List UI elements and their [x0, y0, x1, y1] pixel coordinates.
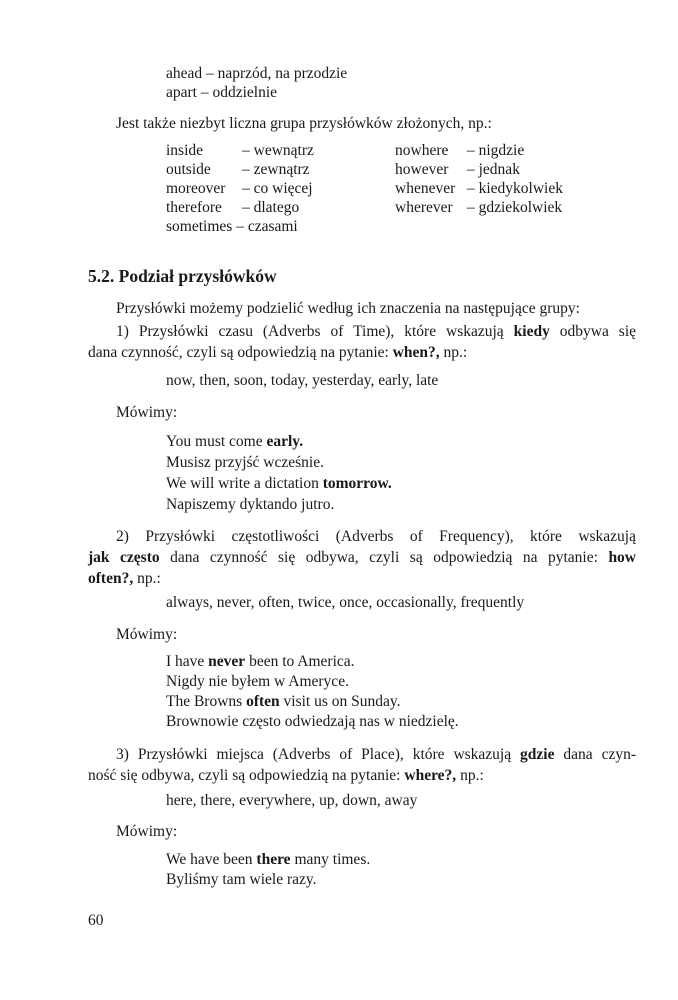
emphasis: often?, [88, 570, 134, 587]
group2-examples: always, never, often, twice, once, occasionally, frequently [166, 594, 525, 611]
mowimy-label: Mówimy: [116, 404, 178, 421]
list-item [166, 179, 314, 198]
term: nowhere [395, 142, 449, 159]
translation: – co więcej [242, 180, 313, 197]
compound-list-left [166, 141, 314, 236]
emphasis: kiedy [513, 323, 550, 340]
example-sentence [166, 432, 392, 453]
term: moreover [166, 180, 226, 197]
translation: – zewnątrz [242, 161, 310, 178]
section-title: Podział przysłówków [118, 266, 277, 286]
term: whenever [395, 180, 456, 197]
paragraph-line: 2) Przysłówki częstotliwości (Adverbs of Frequency), które wskazują [116, 528, 636, 545]
list-item [395, 198, 563, 217]
text-run: 1) Przysłówki czasu (Adverbs of Time), które wskazują [116, 323, 504, 340]
example-translation: Napiszemy dyktando jutro. [166, 496, 335, 513]
emphasis: tomorrow. [322, 475, 392, 492]
example-sentence [166, 692, 459, 712]
example-translation: Nigdy nie byłem w Ameryce. [166, 673, 349, 690]
emphasis: gdzie [520, 746, 555, 763]
paragraph-line [88, 547, 636, 568]
text-run: dana czyn- [563, 746, 637, 763]
list-item [166, 217, 314, 236]
text-run: 3) Przysłówki miejsca (Adverbs of Place), które wskazują [116, 746, 512, 763]
term: inside [166, 142, 204, 159]
paragraph-line [88, 744, 636, 765]
group3-paragraph [88, 744, 636, 786]
emphasis: early. [266, 433, 304, 450]
group1-sentences [166, 432, 392, 516]
section-number: 5.2. [88, 266, 115, 286]
emphasis: there [256, 851, 291, 868]
term: however [395, 161, 449, 178]
term: ahead [166, 65, 203, 82]
group3-examples: here, there, everywhere, up, down, away [166, 792, 418, 809]
paragraph-line [88, 765, 636, 786]
emphasis: often [246, 693, 280, 710]
text-run: You must come [166, 433, 263, 450]
text-run: np.: [443, 344, 468, 361]
text-run: ność się odbywa, czyli są odpowiedzią na pytanie: [88, 767, 401, 784]
translation: – naprzód, na przodzie [206, 65, 348, 82]
list-item [166, 160, 314, 179]
text-run: many times. [294, 851, 371, 868]
section-heading [88, 266, 277, 287]
emphasis: jak często [88, 549, 160, 566]
paragraph-line [88, 342, 636, 363]
example-sentence [166, 850, 370, 870]
term: wherever [395, 199, 453, 216]
text-run: np.: [137, 570, 161, 587]
term: sometimes [166, 218, 233, 235]
translation: – dlatego [242, 199, 300, 216]
mowimy-label: Mówimy: [116, 823, 178, 840]
mowimy-label: Mówimy: [116, 626, 178, 643]
term: outside [166, 161, 211, 178]
group2-sentences [166, 652, 459, 732]
group3-sentences [166, 850, 370, 890]
page-number: 60 [88, 912, 104, 929]
text-run: dana czynność się odbywa, czyli są odpowiedzią na pytanie: [170, 549, 598, 566]
paragraph-line [88, 321, 636, 342]
emphasis: never [208, 653, 246, 670]
group1-examples: now, then, soon, today, yesterday, early, late [166, 372, 439, 389]
example-sentence [166, 652, 459, 672]
intro-text: Przysłówki możemy podzielić według ich znaczenia na następujące grupy: [116, 300, 580, 317]
example-translation: Brownowie często odwiedzają nas w niedzielę. [166, 713, 459, 730]
emphasis: where?, [404, 767, 457, 784]
translation: – oddzielnie [200, 84, 278, 101]
text-run: odbywa się [559, 323, 637, 340]
term: apart [166, 84, 197, 101]
translation: – gdziekolwiek [467, 199, 563, 216]
example-translation: Byliśmy tam wiele razy. [166, 871, 317, 888]
translation: – wewnątrz [242, 142, 314, 159]
translation: – jednak [467, 161, 520, 178]
text-run: We will write a dictation [166, 475, 319, 492]
group1-paragraph [88, 321, 636, 363]
text-run: We have been [166, 851, 253, 868]
paragraph-line [88, 568, 636, 589]
emphasis: when?, [392, 344, 440, 361]
translation: – kiedykolwiek [467, 180, 563, 197]
text-run: np.: [460, 767, 484, 784]
term: therefore [166, 199, 222, 216]
translation: – czasami [236, 218, 298, 235]
list-item [395, 141, 563, 160]
example-translation: Musisz przyjść wcześnie. [166, 454, 324, 471]
compound-list-right [395, 141, 563, 217]
text-run: been to America. [249, 653, 355, 670]
group2-paragraph [88, 526, 636, 589]
text-run: The Browns [166, 693, 243, 710]
list-item [166, 198, 314, 217]
list-item [395, 160, 563, 179]
text-run: I have [166, 653, 205, 670]
list-item [395, 179, 563, 198]
translation: – nigdzie [467, 142, 525, 159]
list-item [166, 83, 347, 102]
list-item [166, 64, 347, 83]
top-list [166, 64, 347, 102]
list-item [166, 141, 314, 160]
emphasis: how [608, 549, 637, 566]
example-sentence [166, 474, 392, 495]
text-run: dana czynność, czyli są odpowiedzią na pytanie: [88, 344, 389, 361]
compound-intro: Jest także niezbyt liczna grupa przysłówków złożonych, np.: [116, 115, 492, 132]
text-run: visit us on Sunday. [283, 693, 401, 710]
